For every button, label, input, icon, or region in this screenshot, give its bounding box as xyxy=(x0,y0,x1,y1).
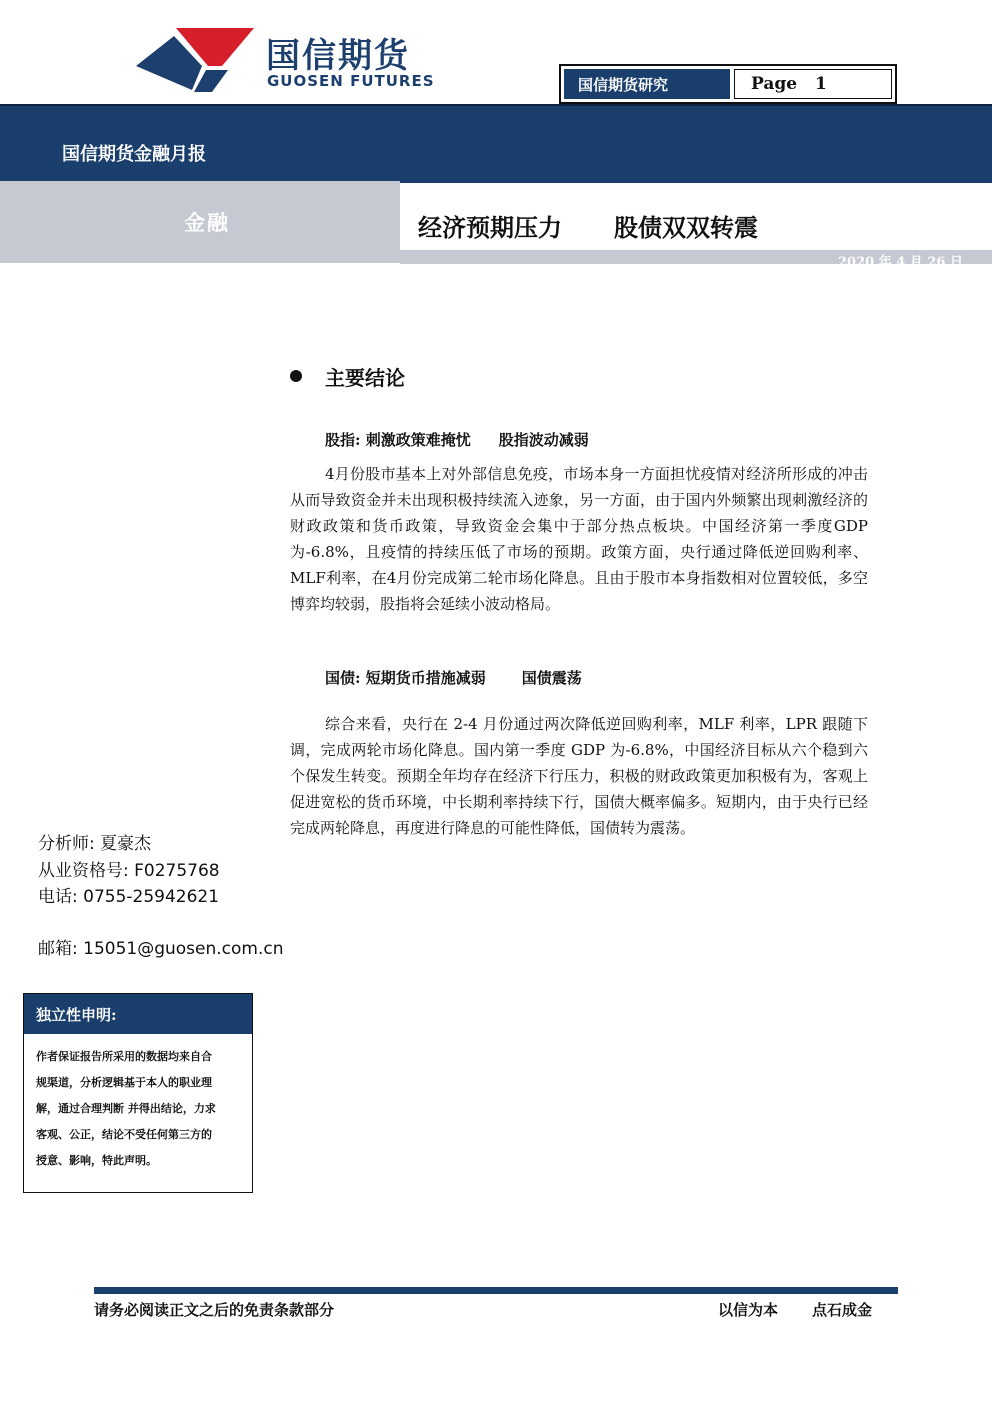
section-subtitle-1: 短期货币措施减弱 xyxy=(365,669,486,687)
page-label: Page xyxy=(751,74,798,94)
analyst-license: 从业资格号: F0275768 xyxy=(38,861,220,881)
section-label: 国债: xyxy=(325,669,361,687)
section-subtitle-1: 刺激政策难掩忧 xyxy=(365,431,471,449)
analyst-name: 分析师: 夏豪杰 xyxy=(38,834,152,854)
logo-chinese-name: 国信期货 xyxy=(266,36,410,76)
declaration-title: 独立性申明: xyxy=(24,994,252,1034)
declaration-line: 授意、影响，特此声明。 xyxy=(36,1154,157,1167)
report-title xyxy=(418,208,758,243)
bullet-icon xyxy=(290,370,302,382)
report-type-band xyxy=(0,104,992,183)
title-part-1: 经济预期压力 xyxy=(418,213,562,242)
section-body-bonds: 综合来看，央行在 2-4 月份通过两次降低逆回购利率，MLF 利率，LPR 跟随下调，完成两轮市场化降息。国内第一季度 GDP 为-6.8%，中国经济目标从六个稳到六个保发生转变。预期全年均存在经济下行压力，积极的财政政策更加积极有为，客观上促进宽松的货币环境，中长期利率持续下行，国债大概率偏多。短期内，由于央行已经完成两轮降息，再度进行降息的可能性降低，国债转为震荡。 xyxy=(290,715,868,837)
main-heading: 主要结论 xyxy=(325,366,405,390)
category-label: 金融 xyxy=(184,210,230,235)
slogan-2: 点石成金 xyxy=(812,1301,873,1319)
section-heading-equity xyxy=(325,429,589,450)
declaration-line: 客观、公正，结论不受任何第三方的 xyxy=(36,1128,212,1141)
declaration-line: 解，通过合理判断 并得出结论，力求 xyxy=(36,1102,216,1115)
report-date: 2020 年 4 月 26 日 xyxy=(838,255,963,270)
declaration-line: 作者保证报告所采用的数据均来自合 xyxy=(36,1050,212,1063)
footer-slogan xyxy=(718,1299,872,1320)
footer-divider xyxy=(94,1287,898,1294)
analyst-phone: 电话: 0755-25942621 xyxy=(38,887,220,907)
slogan-1: 以信为本 xyxy=(718,1301,779,1319)
analyst-email: 邮箱: 15051@guosen.com.cn xyxy=(38,939,284,959)
declaration-body xyxy=(24,1034,252,1174)
page-number: 1 xyxy=(815,74,827,94)
declaration-line: 规渠道，分析逻辑基于本人的职业理 xyxy=(36,1076,212,1089)
company-logo xyxy=(136,26,436,96)
page-number-box xyxy=(734,69,892,99)
logo-english-name: GUOSEN FUTURES xyxy=(267,72,435,90)
section-subtitle-2: 国债震荡 xyxy=(521,669,582,687)
title-part-2: 股债双双转震 xyxy=(614,213,758,242)
category-band xyxy=(0,181,400,263)
section-label: 股指: xyxy=(325,431,361,449)
section-heading-bonds xyxy=(325,667,582,688)
independence-declaration xyxy=(23,993,253,1193)
footer-disclaimer: 请务必阅读正文之后的免责条款部分 xyxy=(94,1301,335,1319)
page-indicator xyxy=(559,64,897,104)
section-body-equity: 4月份股市基本上对外部信息免疫，市场本身一方面担忧疫情对经济所形成的冲击从而导致资金并未出现积极持续流入迹象，另一方面，由于国内外频繁出现刺激经济的财政政策和货币政策，导致资金会集中于部分热点板块。中国经济第一季度GDP为-6.8%，且疫情的持续压低了市场的预期。政策方面，央行通过降低逆回购利率、MLF利率，在4月份完成第二轮市场化降息。且由于股市本身指数相对位置较低，多空博弈均较弱，股指将会延续小波动格局。 xyxy=(290,465,868,613)
logo-mark-icon xyxy=(136,26,261,96)
report-type: 国信期货金融月报 xyxy=(62,144,206,165)
section-subtitle-2: 股指波动减弱 xyxy=(498,431,589,449)
research-label: 国信期货研究 xyxy=(564,69,730,99)
